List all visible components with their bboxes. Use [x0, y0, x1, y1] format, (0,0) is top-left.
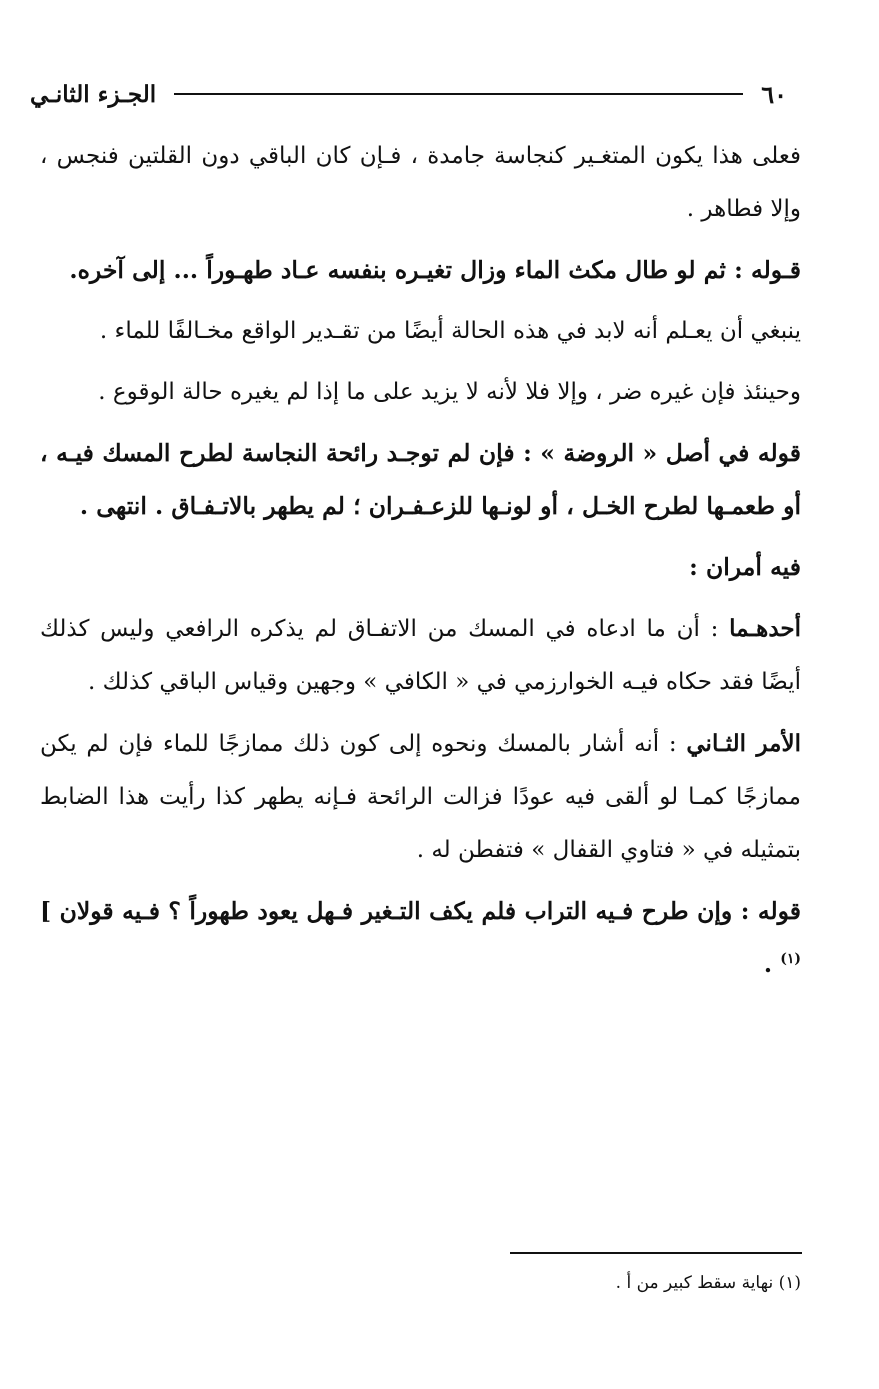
paragraph-text: : أنه أشار بالمسك ونحوه إلى كون ذلك ممازجًا للماء فإن لم يكن ممازجًا كمـا لو ألقى فيه عودًا فزالت الرائحة فـإنه يطهر كذا رأيت هذا الضابط بتمثيله في « فتاوي القفال » فتفطن له . — [40, 731, 801, 863]
paragraph — [40, 305, 801, 358]
page-number: ٦٠ — [761, 79, 787, 109]
paragraph-text: ينبغي أن يعـلم أنه لابد في هذه الحالة أيضًا من تقـدير الواقع مخـالفًا للماء . — [99, 318, 801, 344]
paragraph-text: فيه أمران : — [689, 553, 801, 581]
paragraph-text: قوله في أصل « الروضة » : فإن لم توجـد رائحة النجاسة لطرح المسك فيـه ، أو طعمـها لطرح الخـل ، أو لونـها للزعـفـران ؛ لم يطهر بالاتـفـاق . انتهى . — [40, 439, 801, 520]
paragraph — [40, 717, 801, 877]
quoted-heading — [40, 885, 801, 991]
paragraph-text: وحينئذ فإن غيره ضر ، وإلا فلا لأنه لا يزيد على ما إذا لم يغيره حالة الوقوع . — [98, 379, 801, 405]
paragraph — [40, 366, 801, 419]
paragraph-tail: . — [763, 950, 781, 978]
running-head: الجـزء الثانـي — [30, 80, 157, 108]
paragraph — [40, 602, 801, 709]
quoted-heading — [40, 244, 801, 297]
quoted-heading — [40, 427, 801, 533]
footnote-rule — [510, 1252, 802, 1254]
paragraph — [40, 130, 801, 236]
page-header — [30, 74, 787, 114]
paragraph-text: قـوله : ثم لو طال مكث الماء وزال تغيـره بنفسه عـاد طهـوراً ... إلى آخره. — [69, 256, 801, 284]
paragraph-text: قوله : وإن طرح فـيه التراب فلم يكف التـغير فـهل يعود طهوراً ؟ فـيه قولان ] — [40, 897, 801, 925]
body-text — [40, 130, 801, 999]
header-rule — [174, 93, 743, 95]
paragraph-text: : أن ما ادعاه في المسك من الاتفـاق لم يذكره الرافعي وليس كذلك أيضًا فقد حكاه فيـه الخوارزمي في « الكافي » وجهين وقياس الباقي كذلك . — [40, 616, 801, 695]
footnote-reference[interactable]: (١) — [780, 951, 801, 968]
footnote — [40, 1268, 801, 1298]
section-intro — [40, 541, 801, 594]
paragraph-text: فعلى هذا يكون المتغـير كنجاسة جامدة ، فـإن كان الباقي دون القلتين فنجس ، وإلا فطاهر . — [40, 143, 801, 222]
footnote-text: (١) نهاية سقط كبير من أ . — [615, 1273, 801, 1293]
paragraph-lead: أحدهـما — [729, 615, 801, 642]
paragraph-lead: الأمر الثـاني — [686, 730, 801, 757]
